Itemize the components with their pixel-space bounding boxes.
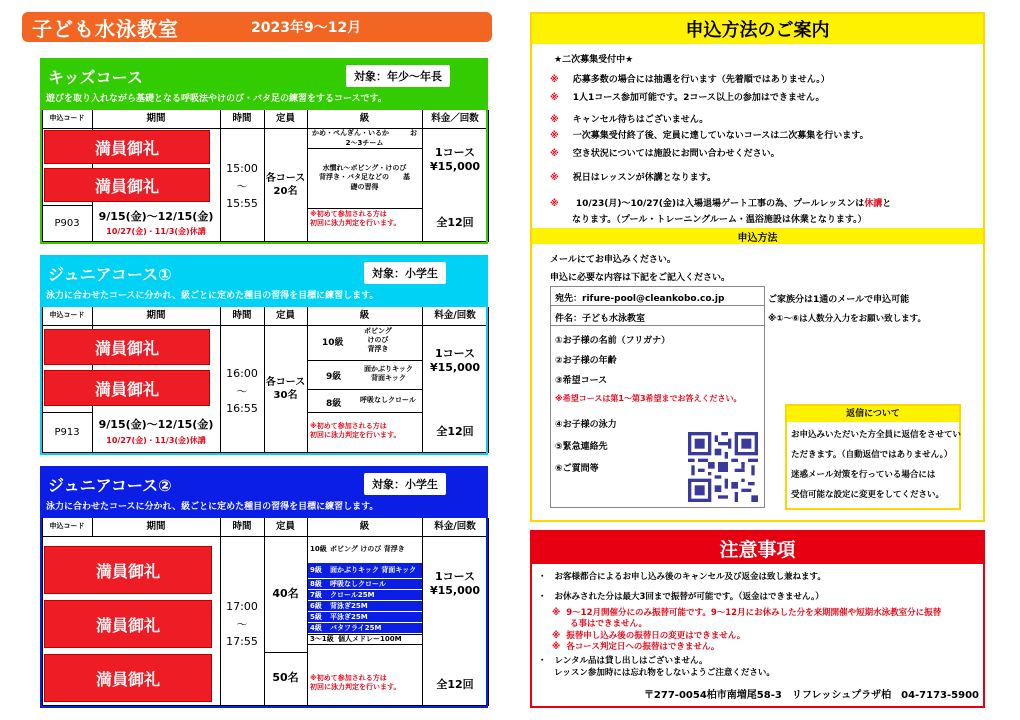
junior1-course-section [40, 255, 488, 455]
qr-code-icon[interactable] [688, 432, 758, 502]
kids-course-header [42, 60, 486, 90]
level-content: クロール25M [330, 590, 375, 599]
time-range: 15:00 ～ 15:55 [226, 162, 258, 211]
field-item: ①お子様の名前（フリガナ） [555, 336, 671, 346]
first-time-note: ※初めて参加される方は 初回に泳力判定を行います。 [310, 210, 401, 228]
caution-item: ・ お休みされた分は最大3回まで振替が可能です。（返金はできません。） [538, 592, 824, 602]
field-item: ②お子様の年齢 [555, 356, 617, 366]
notice-text: なります。（プール・トレーニングルーム・温浴施設は休業となります。） [572, 215, 867, 225]
target-badge: 対象：小学生 [364, 473, 446, 495]
level-grade: 9級 [326, 372, 342, 382]
course-description: 泳力に合わせたコースに分かれ、級ごとに定めた種目の習得を目標に練習します。 [46, 291, 379, 301]
mail-subject: 件名：子ども水泳教室 [555, 314, 646, 324]
level-row [308, 623, 422, 634]
course-fee: 1コース ¥15,000 [429, 569, 481, 597]
level-content: 水慣れ～ボビング・けのび 背浮き・バタ足などの 基 礎の習得 [319, 164, 410, 191]
family-note: ※①～⑥は人数分入力をお願い致します。 [768, 314, 926, 324]
caution-subitem: ※ 9～12月開催分にのみ振替可能です。9～12月にお休みした分を来期開催や短期水泳教室分に振替 [552, 608, 942, 618]
second-round-notice: ★二次募集受付中★ [554, 55, 634, 65]
level-content: 背泳ぎ25M [330, 601, 368, 610]
notice-text: 10/23(月)～10/27(金)は入場退場ゲート工事の為、プールレッスンは [575, 199, 865, 209]
reply-line: 受信可能な設定に変更をしてください。 [791, 490, 945, 500]
info-title: 申込方法のご案内 [532, 14, 983, 44]
col-header-capacity: 定員 [275, 309, 295, 321]
level-row [308, 634, 422, 645]
caution-item: ・ レンタル品は貸し出しはございません。 [538, 656, 708, 666]
sold-out-badge: 満員御礼 [44, 600, 212, 648]
choice-note: ※希望コースは第1～第3希望までお答えください。 [555, 394, 742, 403]
level-row [308, 612, 422, 623]
level-list [308, 537, 422, 645]
sold-out-badge: 満員御礼 [44, 329, 210, 365]
level-content: 個人メドレー100M [338, 635, 402, 644]
caution-subitem: る事はできません。 [570, 619, 648, 629]
col-header-fee: 料金/回数 [434, 309, 476, 321]
sold-out-badge: 満員御礼 [44, 370, 210, 406]
level-row [308, 537, 422, 563]
level-grade: 10級 [310, 545, 327, 554]
kids-course-table [42, 110, 486, 242]
field-item: ⑤緊急連絡先 [555, 442, 608, 452]
col-header-code: 申込コード [49, 114, 85, 123]
time-range: 16:00 ～ 16:55 [226, 367, 258, 416]
level-row [308, 563, 422, 579]
lesson-count: 全12回 [436, 424, 474, 438]
first-time-note: ※初めて参加される方は 初回に泳力判定を行います。 [310, 422, 401, 440]
col-header-fee: 料金/回数 [434, 520, 476, 532]
reply-title: 返信について [787, 406, 959, 422]
level-grade: 3～1級 [310, 635, 334, 644]
target-badge: 対象：小学生 [364, 262, 446, 284]
course-code: P913 [54, 426, 80, 438]
col-header-code: 申込コード [49, 522, 85, 531]
sold-out-badge: 満員御礼 [44, 130, 210, 164]
page-title: 子ども水泳教室 [32, 16, 179, 41]
course-description: 遊びを取り入れながら基礎となる呼吸法やけのび・バタ足の練習をするコースです。 [46, 94, 387, 104]
mail-instruction: 申込に必要な内容は下記をご記入ください。 [550, 273, 731, 283]
holiday-note: 10/27(金)・11/3(金)休講 [106, 226, 206, 236]
capacity: 各コース 20名 [265, 172, 306, 197]
level-grade: 8級 [326, 399, 342, 409]
note-mark: ※ [550, 149, 559, 159]
sold-out-badge: 満員御礼 [44, 168, 210, 202]
level-content: ボビング けのび 背浮き [330, 545, 405, 554]
capacity: 40名 [272, 586, 299, 600]
first-time-note: ※初めて参加される方は 初回に泳力判定を行います。 [310, 674, 401, 692]
mail-address[interactable]: 宛先：rifure-pool@cleankobo.co.jp [555, 294, 725, 304]
junior1-course-table [42, 307, 486, 453]
info-note: ※ 空き状況については施設にお問い合わせください。 [550, 149, 780, 159]
note-mark: ※ [550, 131, 559, 141]
level-content: 呼吸なしクロール [360, 396, 416, 404]
level-content: 呼吸なしクロール [330, 579, 386, 588]
info-note: ※ キャンセル待ちはございません。 [550, 115, 709, 125]
kids-course-section [40, 58, 488, 244]
sold-out-badge: 満員御礼 [44, 546, 212, 594]
col-header-level: 級 [359, 112, 370, 124]
lesson-count: 全12回 [436, 677, 474, 691]
holiday-note: 10/27(金)・11/3(金)休講 [106, 435, 206, 445]
title-banner [22, 12, 492, 42]
level-grade: 10級 [322, 338, 344, 348]
col-header-capacity: 定員 [275, 520, 295, 532]
col-header-period: 期間 [146, 309, 166, 321]
junior2-course-header [42, 468, 486, 498]
junior1-course-header [42, 257, 486, 287]
notice-closed: 休講 [864, 199, 883, 209]
info-note: ※ 一次募集受付終了後、定員に達していないコースは二次募集を行います。 [550, 131, 869, 141]
col-header-capacity: 定員 [275, 112, 295, 124]
caution-item: レッスン参加時には忘れ物をしないようご注意ください。 [554, 668, 775, 678]
level-content: 面かぶりキック 背面キック [330, 566, 417, 575]
mail-instruction: メールにてお申込みください。 [550, 255, 676, 265]
caution-subitem: ※ 振替申し込み後の振替日の変更はできません。 [552, 631, 746, 641]
note-mark: ※ [550, 75, 559, 85]
field-item: ③希望コース [555, 376, 608, 386]
col-header-time: 時間 [232, 112, 252, 124]
mail-template-box [550, 286, 765, 508]
time-range: 17:00 ～ 17:55 [226, 600, 258, 649]
reply-line: 迷惑メール対策を行っている場合には [791, 470, 936, 480]
col-header-time: 時間 [232, 309, 252, 321]
caution-subitem: ※ 各コース判定日への振替はできません。 [552, 642, 720, 652]
course-name: ジュニアコース② [48, 476, 172, 495]
lesson-count: 全12回 [436, 215, 474, 229]
col-header-time: 時間 [232, 520, 252, 532]
course-name: キッズコース [48, 68, 143, 87]
course-fee: 1コース ¥15,000 [429, 346, 481, 374]
caution-item: ・ お客様都合によるお申し込み後のキャンセル及び返金は致し兼ねます。 [538, 572, 826, 582]
sold-out-badge: 満員御礼 [44, 654, 212, 702]
family-note: ご家族分は1通のメールで申込可能 [768, 295, 910, 305]
col-header-code: 申込コード [49, 311, 85, 320]
capacity: 50名 [272, 671, 299, 685]
col-header-level: 級 [359, 520, 370, 532]
level-content: ボビング けのび 背浮き [364, 327, 392, 354]
level-grade: 6級 [310, 601, 322, 610]
field-item: ⑥ご質問等 [555, 464, 599, 474]
level-row [308, 590, 422, 601]
junior2-course-section [40, 466, 488, 708]
reply-info-box [785, 404, 961, 510]
caution-box [530, 530, 985, 708]
reply-line: お申込みいただいた方全員に返信をさせてい [791, 430, 962, 440]
caution-title: 注意事項 [532, 532, 983, 564]
note-mark: ※ [550, 115, 559, 125]
level-row [308, 579, 422, 590]
info-note: ※ 応募多数の場合には抽選を行います（先着順ではありません。） [550, 75, 830, 85]
course-dates: 9/15(金)～12/15(金) [98, 209, 214, 223]
level-content: 平泳ぎ25M [330, 612, 368, 621]
capacity: 各コース 30名 [265, 376, 306, 401]
course-code: P903 [54, 217, 80, 229]
level-row [308, 601, 422, 612]
course-name: ジュニアコース① [48, 265, 172, 284]
info-note: ※ 1人1コース参加可能です。2コース以上の参加はできません。 [550, 93, 825, 103]
level-content: かめ・ぺんぎん・いるか お 2～3チーム [312, 129, 417, 147]
note-mark: ※ [550, 199, 559, 209]
level-content: 面かぶりキック 背面キック [364, 365, 413, 383]
course-description: 泳力に合わせたコースに分かれ、級ごとに定めた種目の習得を目標に練習します。 [46, 502, 379, 512]
level-grade: 8級 [310, 579, 322, 588]
course-fee: 1コース ¥15,000 [429, 145, 481, 173]
period-label: 2023年9～12月 [251, 20, 362, 36]
target-badge: 対象：年少～年長 [346, 65, 450, 87]
col-header-fee: 料金／回数 [431, 112, 479, 124]
note-mark: ※ [550, 173, 559, 183]
note-mark: ※ [550, 93, 559, 103]
field-item: ④お子様の泳力 [555, 420, 617, 430]
col-header-period: 期間 [146, 520, 166, 532]
application-info-box: 申込方法のご案内 ★二次募集受付中★ ※ 10/23(月)～10/27(金)は入場退場ゲート工事の為、プールレッスンは休講と なります。（プール・トレーニングルーム・温浴施設は休業となります。） 申込方法 メールにてお申込みください。 申込に必要な内容は下記をご記入ください。 宛先：rifure-pool@cleankobo.co.jp 件名：子ども水泳教室 ①お子様の名前（フリガナ） ②お子様の年齢 ③希望コース ※希望コースは第1～第3希望までお答えください。 ④お子様の泳力 ⑤緊急連絡先 ⑥ご質問等 ご家族分は1通のメールで申込可能 ※①～⑥は人数分入力をお願い致します。 返信について お申込みいただいた方全員に返信をさせてい ただきます。（自動返信ではありません。） 迷惑メール対策を行っている場合には 受信可能な設定に変更をしてください。 ※ 応募多数の場合には抽選を行います（先着順ではありません。） ※ 1人1コース参加可能です。2コース以上の参加はできません。 ※ キャンセル待ちはございません。 ※ 一次募集受付終了後、定員に達していないコースは二次募集を行います。 ※ 空き状況については施設にお問い合わせください。 ※ 祝日はレッスンが休講となります。 [530, 12, 985, 522]
info-note: ※ 祝日はレッスンが休講となります。 [550, 173, 716, 183]
level-content: バタフライ25M [330, 623, 382, 632]
col-header-level: 級 [359, 309, 370, 321]
level-grade: 9級 [310, 566, 322, 575]
course-dates: 9/15(金)～12/15(金) [98, 417, 214, 431]
facility-address: 〒277-0054柏市南増尾58-3 リフレッシュプラザ柏 04-7173-5900 [643, 690, 979, 701]
col-header-period: 期間 [146, 112, 166, 124]
level-grade: 7級 [310, 590, 322, 599]
reply-line: ただきます。（自動返信ではありません。） [791, 450, 953, 460]
junior2-course-table [42, 518, 486, 706]
level-grade: 5級 [310, 612, 322, 621]
method-title: 申込方法 [532, 228, 983, 244]
level-grade: 4級 [310, 623, 322, 632]
